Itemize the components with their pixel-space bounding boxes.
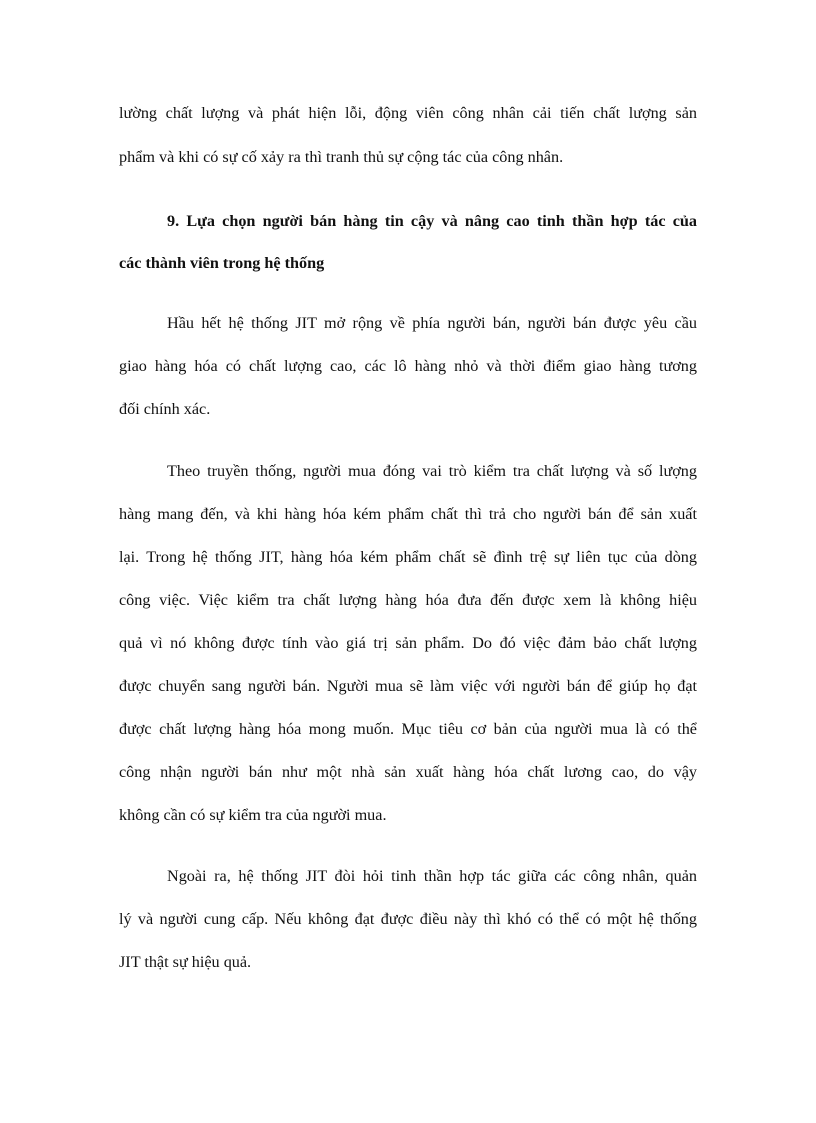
text-line: lường chất lượng và phát hiện lỗi, động viên công nhân cải tiến chất lượng sản <box>119 104 697 122</box>
text-line: Ngoài ra, hệ thống JIT đòi hỏi tinh thần hợp tác giữa các công nhân, quản <box>167 867 697 885</box>
text-line: được chất lượng hàng hóa mong muốn. Mục tiêu cơ bản của người mua là có thể <box>119 720 697 738</box>
text-line: lại. Trong hệ thống JIT, hàng hóa kém phẩm chất sẽ đình trệ sự liên tục của dòng <box>119 548 697 566</box>
text-line: không cần có sự kiểm tra của người mua. <box>119 806 387 824</box>
text-line: được chuyển sang người bán. Người mua sẽ làm việc với người bán để giúp họ đạt <box>119 677 697 695</box>
heading-line: 9. Lựa chọn người bán hàng tin cậy và nâng cao tinh thần hợp tác của <box>167 212 697 230</box>
text-line: đối chính xác. <box>119 400 211 418</box>
text-line: công nhận người bán như một nhà sản xuất hàng hóa chất lương cao, do vậy <box>119 763 697 781</box>
text-line: Hầu hết hệ thống JIT mở rộng về phía người bán, người bán được yêu cầu <box>167 314 697 332</box>
text-line: phẩm và khi có sự cố xảy ra thì tranh thủ sự cộng tác của công nhân. <box>119 148 564 166</box>
text-line: quả vì nó không được tính vào giá trị sản phẩm. Do đó việc đảm bảo chất lượng <box>119 634 697 652</box>
text-line: lý và người cung cấp. Nếu không đạt được điều này thì khó có thể có một hệ thống <box>119 910 697 928</box>
text-line: JIT thật sự hiệu quả. <box>119 953 252 971</box>
text-line: giao hàng hóa có chất lượng cao, các lô hàng nhỏ và thời điểm giao hàng tương <box>119 357 697 375</box>
text-line: hàng mang đến, và khi hàng hóa kém phẩm chất thì trả cho người bán để sản xuất <box>119 505 697 523</box>
text-line: Theo truyền thống, người mua đóng vai trò kiểm tra chất lượng và số lượng <box>167 462 697 480</box>
heading-line: các thành viên trong hệ thống <box>119 254 325 272</box>
text-line: công việc. Việc kiểm tra chất lượng hàng hóa đưa đến được xem là không hiệu <box>119 591 697 609</box>
